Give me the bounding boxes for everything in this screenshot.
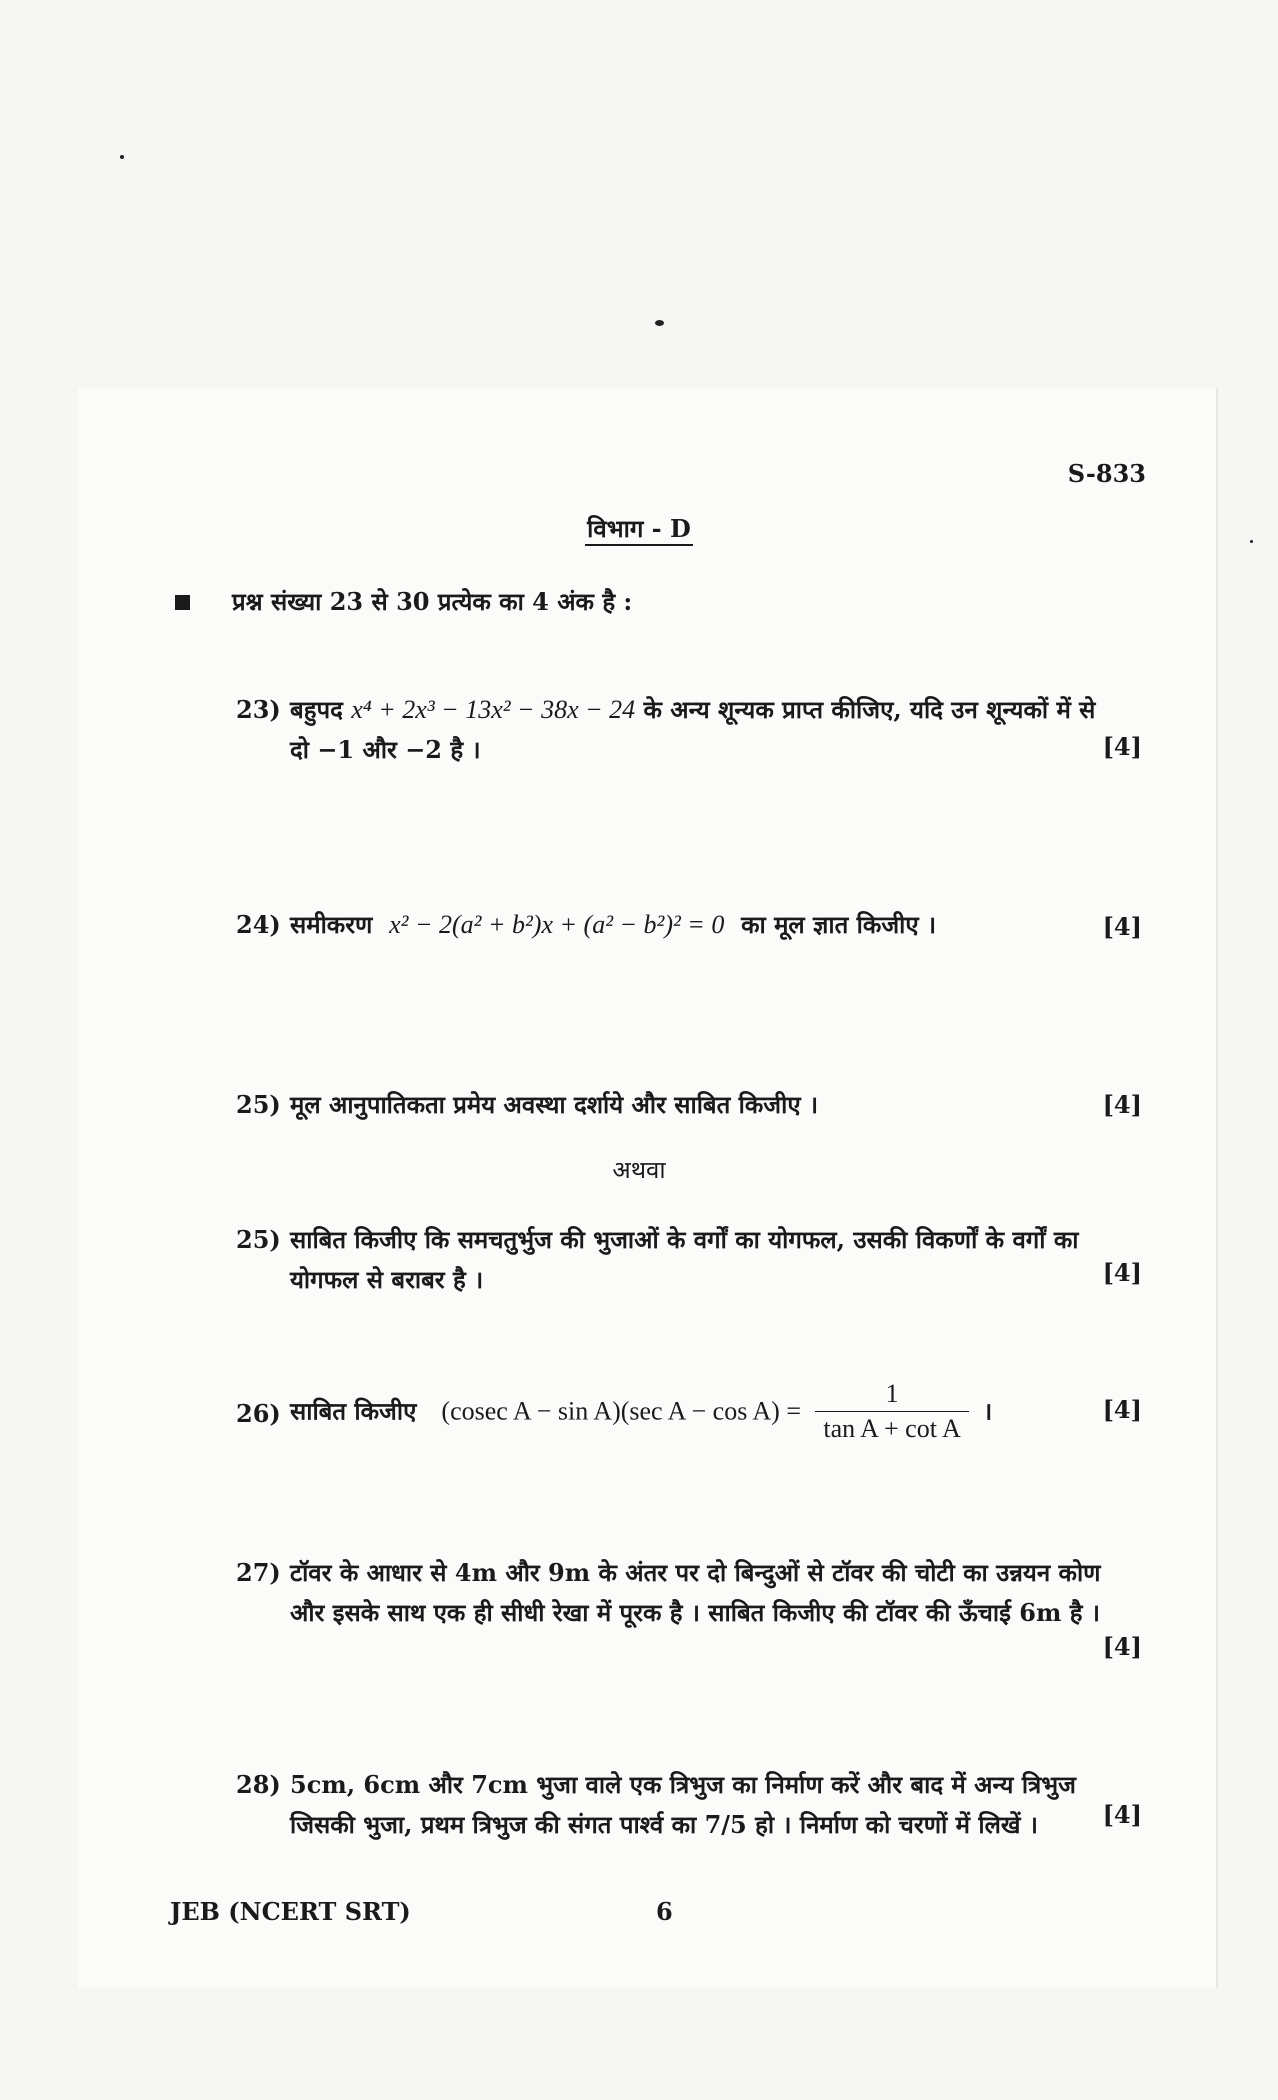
fraction-numerator: 1 (815, 1377, 968, 1412)
section-title: विभाग - D (0, 512, 1278, 545)
paper-code: S-833 (1067, 459, 1146, 488)
marks: [4] (1102, 732, 1142, 761)
question-number: 25) (236, 1090, 281, 1119)
question-text: साबित किजीए (290, 1396, 417, 1426)
question-25-alternative (236, 1220, 1086, 1294)
or-separator: अथवा (612, 1156, 666, 1184)
marks: [4] (1102, 1090, 1142, 1119)
sentence-end: । (983, 1396, 993, 1426)
marks: [4] (1102, 1800, 1142, 1829)
question-text: के अन्य शून्यक प्राप्त कीजिए, यदि उन शून्यकों में से दो −1 और −2 है । (290, 695, 1096, 764)
equation: x² − 2(a² + b²)x + (a² − b²)² = 0 (389, 910, 725, 939)
question-23 (236, 690, 1096, 764)
marks: [4] (1102, 1632, 1142, 1661)
bullet-icon (175, 595, 190, 610)
marks: [4] (1102, 1395, 1142, 1424)
question-25 (236, 1085, 1086, 1125)
question-text: टॉवर के आधार से 4m और 9m के अंतर पर दो बिन्दुओं से टॉवर की चोटी का उन्नयन कोण और इसके साथ एक ही सीधी रेखा में पूरक है । साबित किजीए की टॉवर की ऊँचाई 6m है । (290, 1558, 1101, 1627)
question-number: 27) (236, 1558, 281, 1587)
scan-speck (120, 155, 124, 159)
question-number: 26) (236, 1398, 281, 1428)
question-26 (236, 1379, 1086, 1443)
question-text: साबित किजीए कि समचतुर्भुज की भुजाओं के वर्गों का योगफल, उसकी विकर्णों के वर्गों का योगफल से बराबर है । (290, 1225, 1079, 1294)
identity-lhs: (cosec A − sin A)(sec A − cos A) = (441, 1396, 801, 1426)
identity-fraction (815, 1377, 968, 1446)
page-number: 6 (656, 1897, 673, 1926)
marks: [4] (1102, 1258, 1142, 1287)
question-text: समीकरण (290, 910, 373, 939)
question-text: 5cm, 6cm और 7cm भुजा वाले एक त्रिभुज का निर्माण करें और बाद में अन्य त्रिभुज जिसकी भुजा, प्रथम त्रिभुज की संगत पार्श्व का 7/5 हो । निर्माण को चरणों में लिखें । (290, 1770, 1076, 1839)
question-number: 24) (236, 910, 281, 939)
question-28 (236, 1765, 1086, 1839)
question-number: 23) (236, 695, 281, 724)
scan-speck (655, 320, 664, 326)
marks: [4] (1102, 912, 1142, 941)
question-text: का मूल ज्ञात किजीए । (741, 910, 937, 939)
instruction: प्रश्न संख्या 23 से 30 प्रत्येक का 4 अंक है : (232, 587, 633, 616)
question-number: 25) (236, 1225, 281, 1254)
footer-board: JEB (NCERT SRT) (170, 1897, 411, 1926)
question-27 (236, 1553, 1101, 1627)
question-24 (236, 905, 1086, 945)
question-number: 28) (236, 1770, 281, 1799)
polynomial-expression: x⁴ + 2x³ − 13x² − 38x − 24 (351, 695, 636, 724)
question-text: मूल आनुपातिकता प्रमेय अवस्था दर्शाये और साबित किजीए । (290, 1090, 819, 1119)
question-text: बहुपद (290, 695, 343, 724)
fraction-denominator: tan A + cot A (823, 1414, 961, 1443)
paper-sheet (78, 388, 1218, 1988)
scan-speck (1250, 540, 1253, 543)
